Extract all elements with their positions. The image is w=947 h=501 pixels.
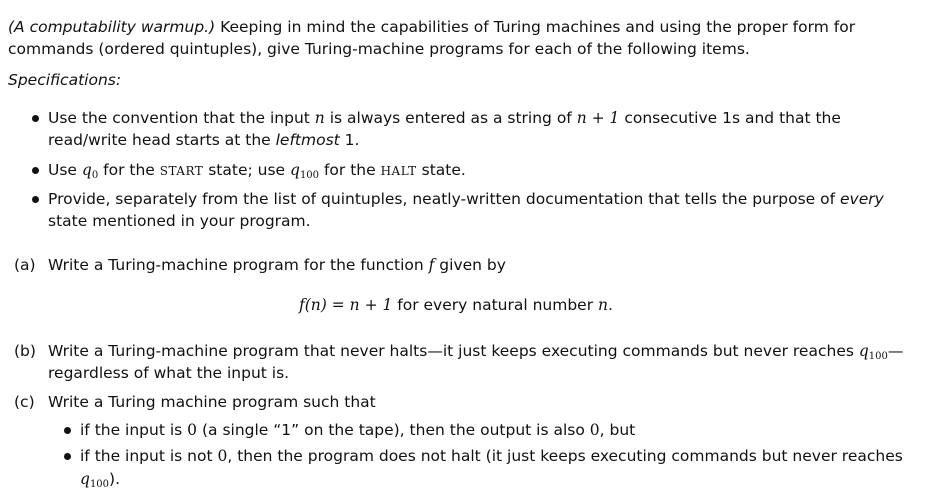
text: (a single “1” on the tape), then the output is also: [197, 421, 590, 439]
text: , then the program does not halt (it just keeps executing commands but never reaches: [227, 447, 903, 465]
bullet-dot: [64, 453, 71, 460]
text: Use the convention that the input: [48, 109, 315, 127]
subscript: 100: [299, 170, 320, 181]
emphasis: every: [839, 190, 884, 208]
subscript: 100: [868, 351, 888, 362]
text: consecutive 1s and that the: [619, 109, 841, 127]
part-c-label: (c): [14, 393, 35, 411]
text: read/write head starts at the: [48, 131, 276, 149]
bullet-dot: [64, 427, 71, 434]
bullet-dot: [32, 167, 39, 174]
text: ).: [109, 470, 121, 488]
part-c-text: Write a Turing machine program such that: [48, 393, 376, 411]
math-n: n: [314, 109, 325, 127]
text: given by: [434, 256, 506, 274]
part-a-text: [48, 255, 506, 276]
emphasis: leftmost: [275, 131, 340, 149]
halt-state-label: HALT: [380, 164, 417, 178]
spec-bullet-2: [48, 160, 466, 182]
math-zero: 0: [589, 421, 600, 439]
part-c-bullet-2-line-2: [80, 469, 120, 490]
intro-text: Keeping in mind the capabilities of Turing machines and using the proper form for: [215, 18, 856, 36]
text: for every natural number: [392, 296, 598, 314]
math-q: q: [81, 161, 92, 179]
part-a-formula: [299, 295, 613, 316]
math-q: q: [858, 342, 869, 360]
text: —: [887, 342, 904, 360]
math-zero: 0: [187, 421, 198, 439]
subscript: 0: [91, 170, 99, 181]
text: Write a Turing-machine program for the function: [48, 256, 429, 274]
spec-bullet-3-line-1: [48, 189, 884, 210]
intro-title: (A computability warmup.): [8, 18, 216, 36]
text: if the input is: [80, 421, 188, 439]
intro-line-2: commands (ordered quintuples), give Turing-machine programs for each of the following items.: [8, 40, 750, 58]
part-b-label: (b): [14, 342, 36, 360]
text: for the: [98, 161, 160, 179]
specifications-heading: Specifications:: [8, 71, 122, 89]
formula-eq: =: [326, 296, 350, 314]
part-c-bullet-1: [80, 420, 635, 441]
part-b-line-1: [48, 341, 903, 362]
math-n: n: [598, 296, 608, 314]
part-b-line-2: regardless of what the input is.: [48, 364, 290, 382]
text: , but: [599, 421, 636, 439]
text: Provide, separately from the list of quintuples, neatly-written documentation that tells the purpose of: [48, 190, 840, 208]
spec-bullet-3-line-2: state mentioned in your program.: [48, 212, 311, 230]
math-q: q: [290, 161, 300, 179]
math-expr: n + 1: [576, 109, 620, 127]
bullet-dot: [32, 115, 39, 122]
subscript: 100: [89, 479, 110, 490]
spec-bullet-1-line-1: [48, 108, 841, 129]
part-a-label: (a): [14, 256, 36, 274]
formula-rhs: n + 1: [349, 296, 393, 314]
math-q: q: [80, 470, 90, 488]
spec-bullet-1-line-2: [48, 130, 359, 151]
text: Use: [48, 161, 82, 179]
bullet-dot: [32, 196, 39, 203]
text: .: [607, 296, 613, 314]
text: is always entered as a string of: [324, 109, 577, 127]
math-f: f: [428, 256, 435, 274]
text: if the input is not: [80, 447, 218, 465]
intro-line-1: [8, 17, 855, 38]
text: 1.: [339, 131, 360, 149]
start-state-label: START: [159, 164, 204, 178]
text: for the: [319, 161, 381, 179]
text: state; use: [203, 161, 290, 179]
text: state.: [416, 161, 466, 179]
part-c-bullet-2-line-1: [80, 446, 903, 467]
formula-lhs: f(n): [299, 296, 327, 314]
math-zero: 0: [217, 447, 228, 465]
text: Write a Turing-machine program that never halts—it just keeps executing commands but never reaches: [48, 342, 859, 360]
